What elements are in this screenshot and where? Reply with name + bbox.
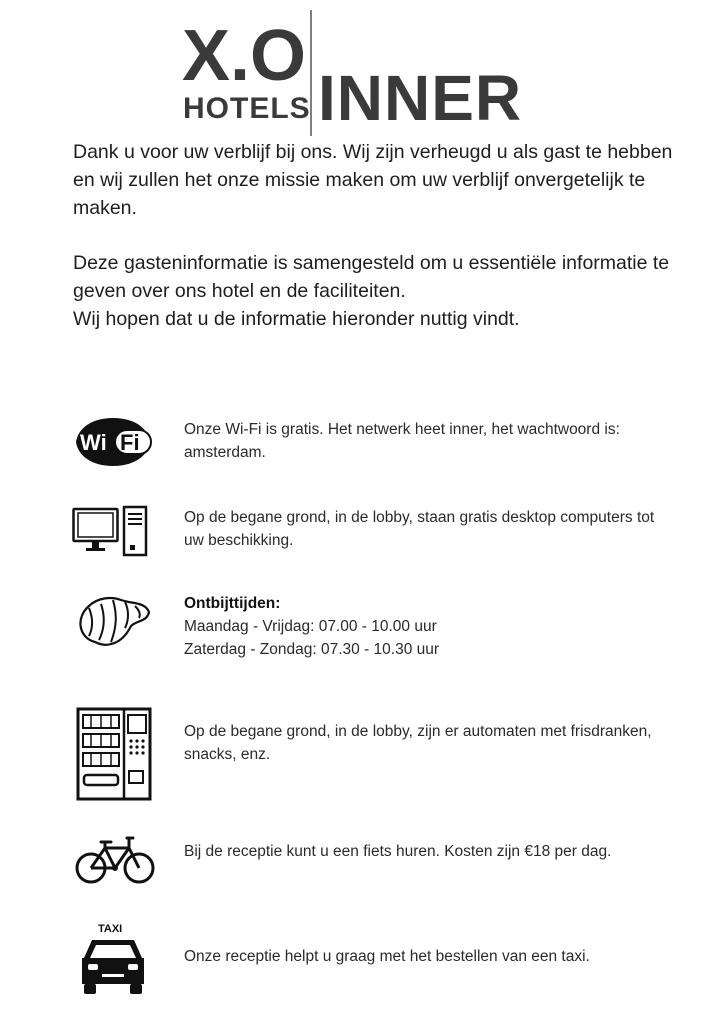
breakfast-text — [184, 592, 664, 661]
intro-text — [73, 138, 673, 333]
logo-brand-bottom: HOTELS — [183, 92, 311, 125]
svg-text:Wi: Wi — [80, 430, 107, 455]
svg-text:Fi: Fi — [120, 430, 140, 455]
intro-paragraph-2 — [73, 249, 673, 333]
breakfast-weekdays: Maandag - Vrijdag: 07.00 - 10.00 uur — [184, 618, 437, 635]
intro-paragraph-2-line-1: Deze gasteninformatie is samengesteld om u essentiële informatie te geven over ons hotel en de faciliteiten. — [73, 252, 670, 302]
desktop-computer-icon — [72, 505, 150, 557]
wifi-icon — [72, 412, 154, 472]
breakfast-weekend: Zaterdag - Zondag: 07.30 - 10.30 uur — [184, 641, 440, 658]
vending-machine-icon — [76, 707, 152, 801]
wifi-text: Onze Wi-Fi is gratis. Het netwerk heet inner, het wachtwoord is: amsterdam. — [184, 421, 620, 461]
logo-hotel-name: INNER — [318, 62, 523, 134]
logo-brand-top: X.O — [182, 16, 307, 96]
hotel-logo — [180, 10, 550, 136]
breakfast-title: Ontbijttijden: — [184, 595, 281, 612]
croissant-icon — [75, 592, 151, 652]
intro-paragraph-2-line-2: Wij hopen dat u de informatie hieronder nuttig vindt. — [73, 308, 520, 330]
taxi-icon — [78, 918, 148, 996]
bike-rental-text: Bij de receptie kunt u een fiets huren. Kosten zijn €18 per dag. — [184, 843, 612, 860]
bicycle-icon — [75, 834, 155, 886]
svg-text:TAXI: TAXI — [98, 923, 123, 935]
computers-text: Op de begane grond, in de lobby, staan gratis desktop computers tot uw beschikking. — [184, 509, 655, 549]
taxi-text: Onze receptie helpt u graag met het bestellen van een taxi. — [184, 948, 590, 965]
intro-paragraph-1: Dank u voor uw verblijf bij ons. Wij zijn verheugd u als gast te hebben en wij zullen het onze missie maken om uw verblijf onvergetelijk te maken. — [73, 141, 673, 219]
vending-text: Op de begane grond, in de lobby, zijn er automaten met frisdranken, snacks, enz. — [184, 723, 652, 763]
